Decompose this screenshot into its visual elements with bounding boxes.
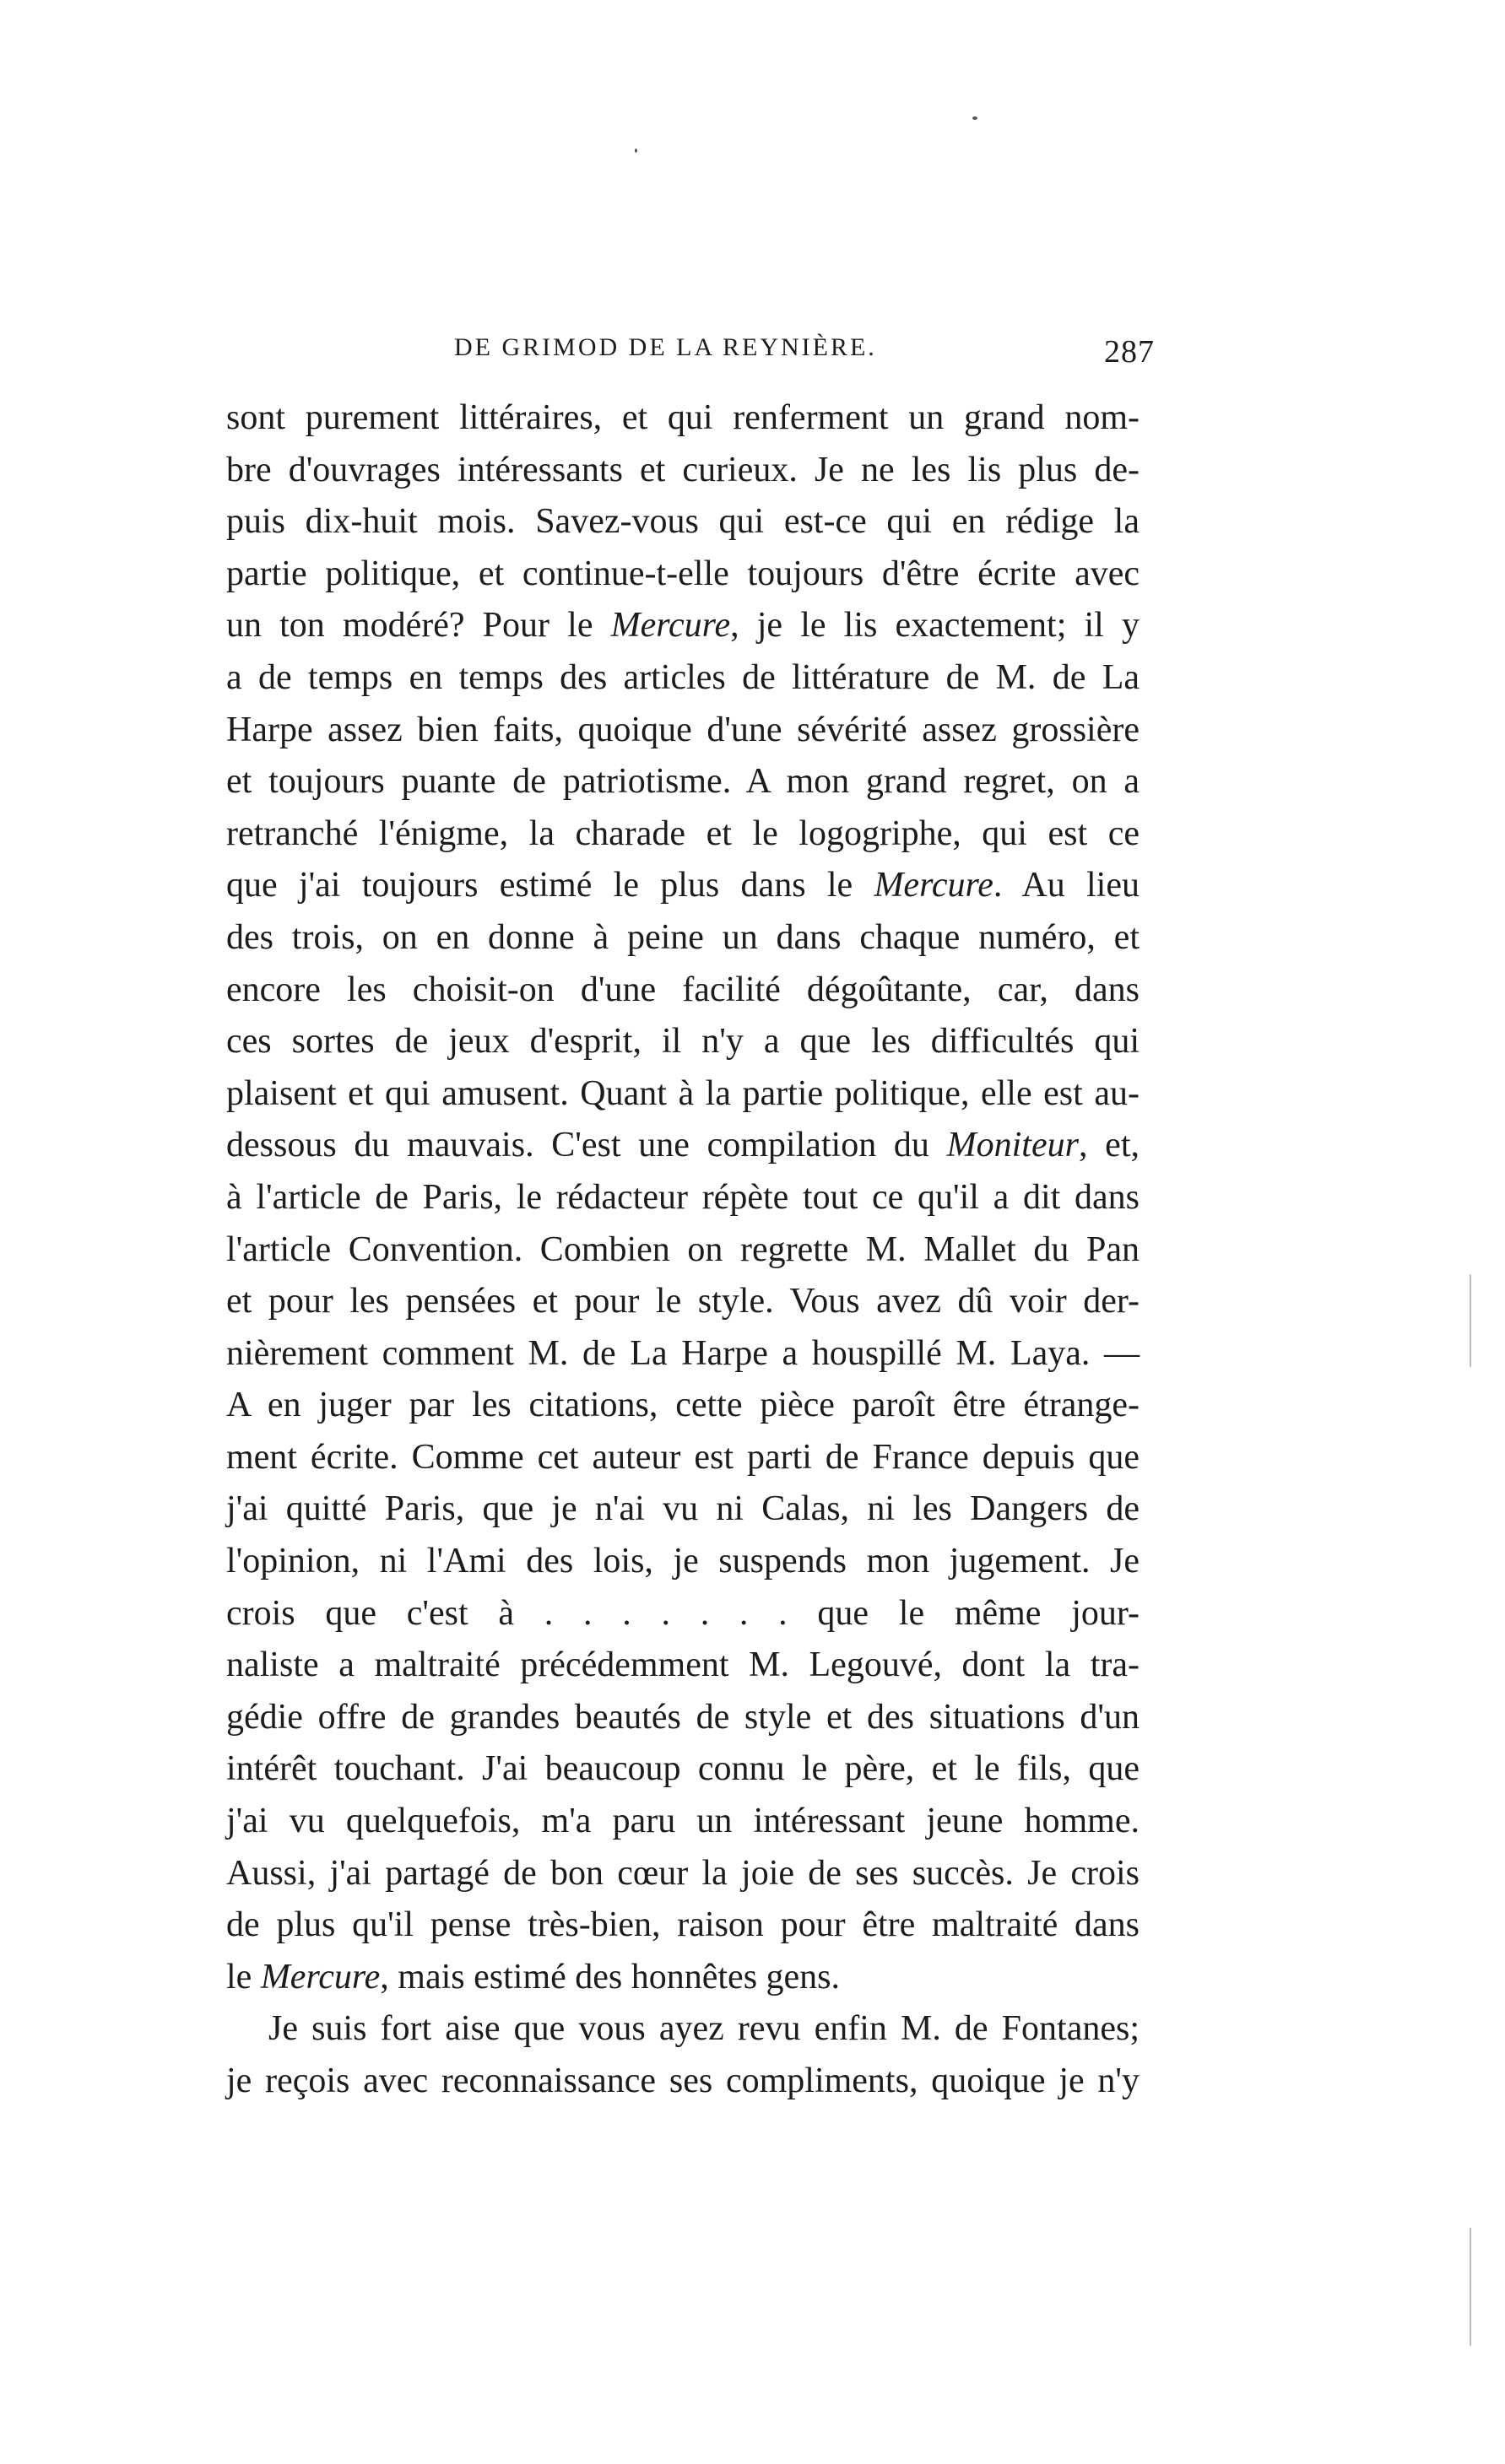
text-line: j'ai vu quelquefois, m'a paru un intéressant jeune homme. xyxy=(226,1802,1140,1841)
text-line: Je suis fort aise que vous ayez revu enfin M. de Fontanes; xyxy=(268,2009,1140,2049)
text-line: le Mercure, mais estimé des honnêtes gens. xyxy=(226,1957,841,1997)
running-head xyxy=(454,333,1155,370)
text-line: partie politique, et continue-t-elle toujours d'être écrite avec xyxy=(226,554,1140,593)
scan-speck xyxy=(1470,2228,1471,2346)
text-line: je reçois avec reconnaissance ses compliments, quoique je n'y xyxy=(226,2061,1140,2100)
text-line: gédie offre de grandes beautés de style et des situations d'un xyxy=(226,1697,1140,1737)
text-line: un ton modéré? Pour le Mercure, je le lis exactement; il y xyxy=(226,606,1140,646)
scan-speck xyxy=(972,116,977,120)
text-line: sont purement littéraires, et qui renferment un grand nom- xyxy=(226,398,1140,437)
text-line: et pour les pensées et pour le style. Vous avez dû voir der- xyxy=(226,1282,1140,1321)
text-line: puis dix-huit mois. Savez-vous qui est-ce qui en rédige la xyxy=(226,502,1140,542)
text-line: ment écrite. Comme cet auteur est parti de France depuis que xyxy=(226,1437,1140,1477)
text-line: nièrement comment M. de La Harpe a houspillé M. Laya. — xyxy=(226,1333,1140,1373)
text-line: a de temps en temps des articles de littérature de M. de La xyxy=(226,657,1140,697)
text-line: l'article Convention. Combien on regrette M. Mallet du Pan xyxy=(226,1229,1140,1269)
scan-speck xyxy=(1470,1274,1471,1367)
text-line: à l'article de Paris, le rédacteur répète tout ce qu'il a dit dans xyxy=(226,1177,1140,1217)
text-line: crois que c'est à . . . . . . . que le même jour- xyxy=(226,1593,1140,1633)
running-title: DE GRIMOD DE LA REYNIÈRE. xyxy=(454,333,877,361)
text-line: des trois, on en donne à peine un dans chaque numéro, et xyxy=(226,917,1140,957)
text-line: bre d'ouvrages intéressants et curieux. Je ne les lis plus de- xyxy=(226,450,1140,489)
text-line: A en juger par les citations, cette pièce paroît être étrange- xyxy=(226,1386,1140,1425)
text-line: naliste a maltraité précédemment M. Legouvé, dont la tra- xyxy=(226,1645,1140,1685)
scan-speck xyxy=(635,149,637,153)
text-line: que j'ai toujours estimé le plus dans le Mercure. Au lieu xyxy=(226,866,1140,905)
text-line: Aussi, j'ai partagé de bon cœur la joie de ses succès. Je crois xyxy=(226,1853,1140,1893)
text-line: plaisent et qui amusent. Quant à la partie politique, elle est au- xyxy=(226,1073,1140,1113)
text-line: ces sortes de jeux d'esprit, il n'y a que les difficultés qui xyxy=(226,1022,1140,1062)
text-line: et toujours puante de patriotisme. A mon grand regret, on a xyxy=(226,762,1140,802)
text-line: encore les choisit-on d'une facilité dégoûtante, car, dans xyxy=(226,970,1140,1009)
text-line: l'opinion, ni l'Ami des lois, je suspends mon jugement. Je xyxy=(226,1542,1140,1581)
text-line: intérêt touchant. J'ai beaucoup connu le père, et le fils, que xyxy=(226,1749,1140,1789)
text-line: de plus qu'il pense très-bien, raison pour être maltraité dans xyxy=(226,1905,1140,1945)
page-number: 287 xyxy=(1104,334,1155,370)
body-text xyxy=(226,392,1140,2108)
text-line: j'ai quitté Paris, que je n'ai vu ni Calas, ni les Dangers de xyxy=(226,1489,1140,1529)
text-line: Harpe assez bien faits, quoique d'une sévérité assez grossière xyxy=(226,710,1140,749)
text-line: retranché l'énigme, la charade et le logogriphe, qui est ce xyxy=(226,813,1140,853)
text-line: dessous du mauvais. C'est une compilation du Moniteur, et, xyxy=(226,1126,1140,1165)
